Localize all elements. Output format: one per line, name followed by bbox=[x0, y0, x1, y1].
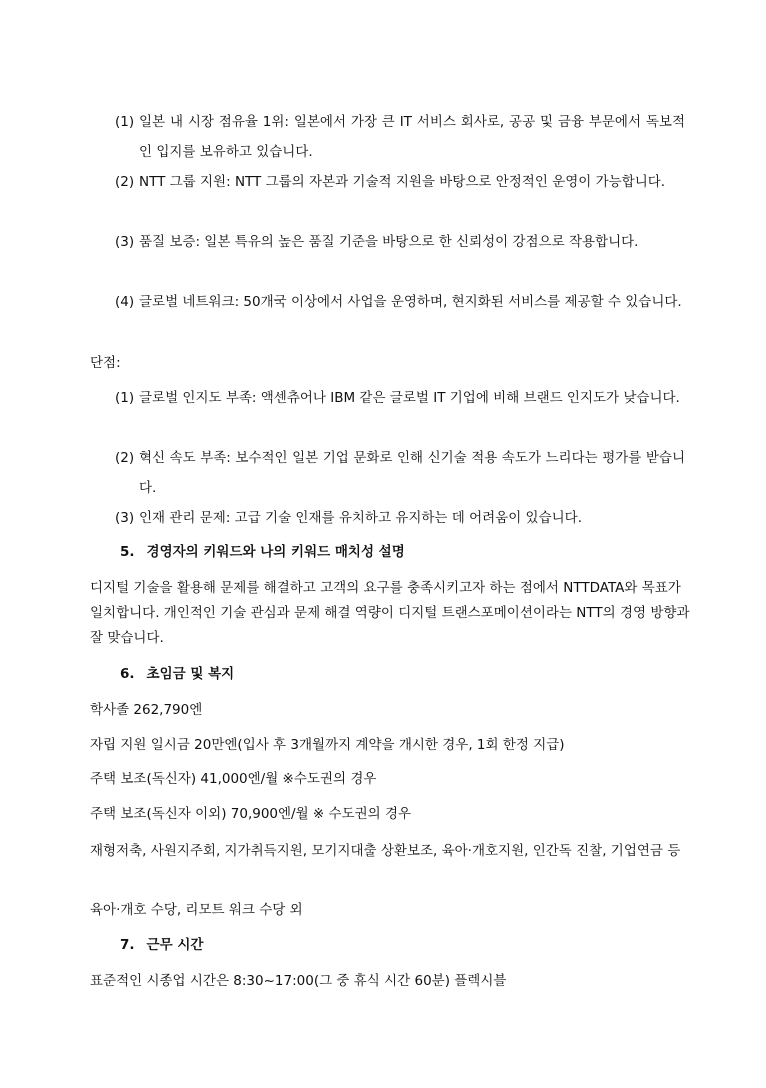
weakness-number: (3) bbox=[115, 510, 135, 526]
section-title: 근무 시간 bbox=[146, 937, 204, 953]
weakness-number: (1) bbox=[115, 390, 135, 406]
section-title: 초임금 및 복지 bbox=[146, 666, 235, 682]
section-5-heading bbox=[120, 542, 405, 562]
strength-text: NTT 그룹 지원: NTT 그룹의 자본과 기술적 지원을 바탕으로 안정적인 운영이 가능합니다. bbox=[139, 174, 666, 190]
weakness-item-1 bbox=[115, 383, 685, 413]
weakness-label: 단점: bbox=[90, 355, 121, 371]
strength-number: (4) bbox=[115, 294, 135, 310]
benefit-line: 학사졸 262,790엔 bbox=[90, 702, 203, 718]
section-5-body: 디지털 기술을 활용해 문제를 해결하고 고객의 요구를 충족시키고자 하는 점에서 NTTDATA와 목표가 일치합니다. 개인적인 기술 관심과 문제 해결 역량이 디지털 트랜스포메이션이라는 NTT의 경영 방향과 잘 맞습니다. bbox=[90, 580, 690, 646]
benefit-line: 육아·개호 수당, 리모트 워크 수당 외 bbox=[90, 902, 303, 918]
section-number: 7. bbox=[120, 937, 135, 953]
weakness-text: 인재 관리 문제: 고급 기술 인재를 유치하고 유지하는 데 어려움이 있습니다. bbox=[139, 510, 582, 526]
strength-number: (2) bbox=[115, 174, 135, 190]
strength-item-1 bbox=[115, 107, 685, 167]
strength-text: 글로벌 네트워크: 50개국 이상에서 사업을 운영하며, 현지화된 서비스를 제공할 수 있습니다. bbox=[139, 294, 682, 310]
weakness-text: 글로벌 인지도 부족: 액센츄어나 IBM 같은 글로벌 IT 기업에 비해 브랜드 인지도가 낮습니다. bbox=[139, 390, 680, 406]
weakness-item-3 bbox=[115, 503, 685, 533]
strength-number: (3) bbox=[115, 234, 135, 250]
weakness-number: (2) bbox=[115, 450, 135, 466]
section-7-body: 표준적인 시종업 시간은 8:30~17:00(그 중 휴식 시간 60분) 플렉시블 bbox=[90, 973, 507, 989]
benefit-line: 재형저축, 사원지주회, 지가취득지원, 모기지대출 상환보조, 육아·개호지원, 인간독 진찰, 기업연금 등 bbox=[90, 843, 681, 859]
benefit-line: 자립 지원 일시금 20만엔(입사 후 3개월까지 계약을 개시한 경우, 1회 한정 지급) bbox=[90, 737, 565, 753]
section-6-heading bbox=[120, 664, 234, 684]
benefit-line: 주택 보조(독신자) 41,000엔/월 ※수도권의 경우 bbox=[90, 771, 377, 787]
weakness-text: 혁신 속도 부족: 보수적인 일본 기업 문화로 인해 신기술 적용 속도가 느리다는 평가를 받습니다. bbox=[139, 450, 685, 496]
strength-item-2 bbox=[115, 167, 685, 197]
section-7-heading bbox=[120, 935, 203, 955]
weakness-item-2 bbox=[115, 443, 685, 503]
section-number: 6. bbox=[120, 666, 135, 682]
section-title: 경영자의 키워드와 나의 키워드 매치성 설명 bbox=[146, 544, 405, 560]
strength-number: (1) bbox=[115, 114, 135, 130]
strength-text: 일본 내 시장 점유율 1위: 일본에서 가장 큰 IT 서비스 회사로, 공공 및 금융 부문에서 독보적인 입지를 보유하고 있습니다. bbox=[139, 114, 685, 160]
section-number: 5. bbox=[120, 544, 135, 560]
benefit-line: 주택 보조(독신자 이외) 70,900엔/월 ※ 수도권의 경우 bbox=[90, 806, 412, 822]
strength-item-3 bbox=[115, 227, 685, 257]
strength-text: 품질 보증: 일본 특유의 높은 품질 기준을 바탕으로 한 신뢰성이 강점으로 작용합니다. bbox=[139, 234, 639, 250]
strength-item-4 bbox=[115, 287, 685, 317]
